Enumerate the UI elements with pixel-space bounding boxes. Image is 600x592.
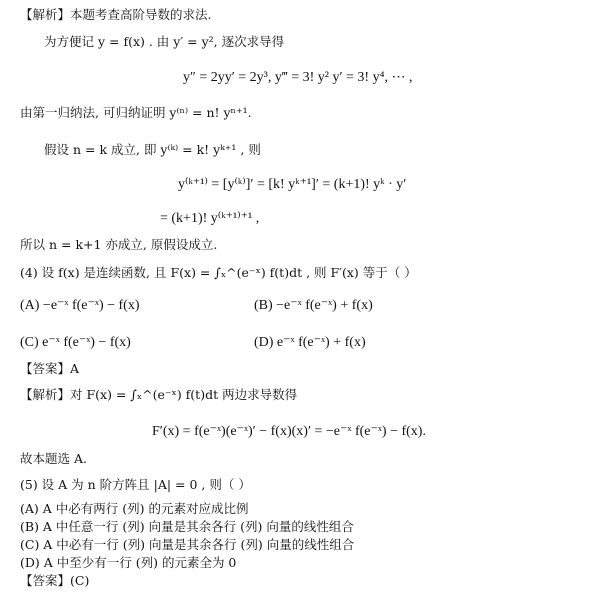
induction-step-equation: y⁽ᵏ⁺¹⁾ = [y⁽ᵏ⁾]′ = [k! yᵏ⁺¹]′ = (k+1)! yᵏ · y′ xyxy=(178,177,407,192)
induction-claim: 由第一归纳法, 可归纳证明 y⁽ⁿ⁾ = n! yⁿ⁺¹. xyxy=(20,105,252,120)
analysis-heading-1: 【解析】本题考查高阶导数的求法. xyxy=(20,7,212,22)
question-4-option-a: (A) −e⁻ˣ f(e⁻ˣ) − f(x) xyxy=(20,298,140,313)
question-5-option-d: (D) A 中至少有一行 (列) 的元素全为 0 xyxy=(20,555,237,570)
question-4-choice-conclusion: 故本题选 A. xyxy=(20,451,87,466)
induction-result-equation: = (k+1)! y⁽ᵏ⁺¹⁾⁺¹ , xyxy=(160,211,260,226)
question-4-option-b: (B) −e⁻ˣ f(e⁻ˣ) + f(x) xyxy=(254,298,373,313)
question-5-stem: (5) 设 A 为 n 阶方阵且 |A| = 0 , 则（ ） xyxy=(20,477,251,492)
question-5-option-c: (C) A 中必有一行 (列) 向量是其余各行 (列) 向量的线性组合 xyxy=(20,537,355,552)
question-4-derivative-equation: F′(x) = f(e⁻ˣ)(e⁻ˣ)′ − f(x)(x)′ = −e⁻ˣ f(e⁻ˣ) − f(x). xyxy=(152,424,426,439)
induction-hypothesis: 假设 n = k 成立, 即 y⁽ᵏ⁾ = k! yᵏ⁺¹ , 则 xyxy=(44,142,261,157)
definition-line: 为方便记 y = f(x) . 由 y′ = y², 逐次求导得 xyxy=(44,34,285,49)
analysis-heading-2: 【解析】对 F(x) = ∫ₓ^(e⁻ˣ) f(t)dt 两边求导数得 xyxy=(20,387,298,402)
induction-conclusion: 所以 n = k+1 亦成立, 原假设成立. xyxy=(20,237,218,252)
question-4-option-d: (D) e⁻ˣ f(e⁻ˣ) + f(x) xyxy=(254,335,366,350)
derivative-sequence-equation: y″ = 2yy′ = 2y³, y‴ = 3! y² y′ = 3! y⁴, ⋯ , xyxy=(183,70,413,85)
question-5-answer: 【答案】(C) xyxy=(20,573,90,588)
question-5-option-b: (B) A 中任意一行 (列) 向量是其余各行 (列) 向量的线性组合 xyxy=(20,519,354,534)
question-4-option-c: (C) e⁻ˣ f(e⁻ˣ) − f(x) xyxy=(20,335,131,350)
question-4-answer: 【答案】A xyxy=(20,361,80,376)
question-4-stem: (4) 设 f(x) 是连续函数, 且 F(x) = ∫ₓ^(e⁻ˣ) f(t)dt , 则 F′(x) 等于（ ） xyxy=(20,265,417,280)
question-5-option-a: (A) A 中必有两行 (列) 的元素对应成比例 xyxy=(20,501,249,516)
